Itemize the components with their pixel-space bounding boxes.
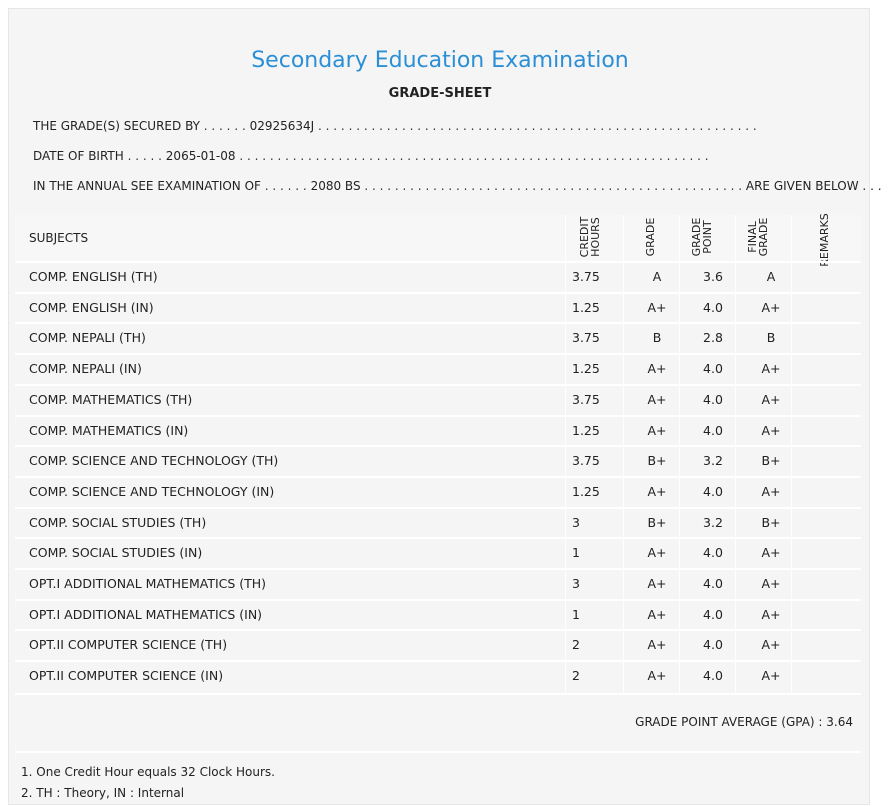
final-grade-cell: A bbox=[766, 269, 776, 284]
table-row bbox=[15, 476, 861, 505]
final-grade-cell: A+ bbox=[761, 576, 781, 591]
grade-cell: A+ bbox=[647, 576, 667, 591]
header-grade: GRADE bbox=[644, 217, 657, 257]
final-grade-cell: A+ bbox=[761, 545, 781, 560]
dob-label: DATE OF BIRTH bbox=[33, 149, 124, 163]
table-row bbox=[15, 292, 861, 321]
credit-hours-cell: 3 bbox=[572, 515, 580, 530]
credit-hours-cell: 3 bbox=[572, 576, 580, 591]
grade-cell: A+ bbox=[647, 607, 667, 622]
grade-cell: A+ bbox=[647, 545, 667, 560]
grade-point-cell: 2.8 bbox=[703, 330, 723, 345]
header-hours: HOURS bbox=[589, 217, 602, 257]
credit-hours-cell: 1.25 bbox=[572, 300, 600, 315]
header-final-grade-word: GRADE bbox=[757, 217, 770, 257]
final-grade-cell: A+ bbox=[761, 637, 781, 652]
secured-by-line bbox=[33, 119, 757, 133]
subject-cell: COMP. SOCIAL STUDIES (IN) bbox=[29, 545, 203, 560]
grade-point-cell: 3.2 bbox=[703, 515, 723, 530]
table-row bbox=[15, 660, 861, 689]
credit-hours-cell: 3.75 bbox=[572, 330, 600, 345]
grade-point-cell: 4.0 bbox=[703, 607, 723, 622]
dob-value: 2065-01-08 bbox=[165, 149, 236, 163]
final-grade-cell: A+ bbox=[761, 484, 781, 499]
header-final-word: FINAL bbox=[746, 221, 759, 253]
final-grade-cell: B bbox=[766, 330, 776, 345]
grade-cell: A+ bbox=[647, 423, 667, 438]
subject-cell: COMP. NEPALI (TH) bbox=[29, 330, 146, 345]
grade-cell: A+ bbox=[647, 484, 667, 499]
final-grade-cell: B+ bbox=[761, 515, 781, 530]
table-row bbox=[15, 445, 861, 474]
grade-cell: B bbox=[652, 330, 662, 345]
grade-point-cell: 4.0 bbox=[703, 484, 723, 499]
gpa-value: GRADE POINT AVERAGE (GPA) : 3.64 bbox=[635, 715, 853, 729]
dots: . . . . . . bbox=[203, 119, 246, 133]
dots: . . . . . . . . . . . . . . . . . . . . . . . . . . . . . . . . . . . . . . . . . . . . . . . . . . . . . . . . . . . . . . bbox=[239, 149, 709, 163]
final-grade-cell: A+ bbox=[761, 361, 781, 376]
table-row bbox=[15, 261, 861, 290]
final-grade-cell: A+ bbox=[761, 607, 781, 622]
grade-sheet bbox=[8, 8, 882, 805]
page-title: Secondary Education Examination bbox=[251, 48, 629, 73]
subject-cell: OPT.I ADDITIONAL MATHEMATICS (TH) bbox=[29, 576, 267, 591]
dots: . . . . . . bbox=[264, 179, 307, 193]
grade-point-cell: 4.0 bbox=[703, 576, 723, 591]
dots: . . . . . . . . . . . . . . . . . . . . . . . . . . . . . . . . . . . . . . . . . . . . . . . . . . . . . . . . . . bbox=[318, 119, 757, 133]
header-credit: CREDIT bbox=[578, 216, 591, 258]
dots: . . . . . bbox=[127, 149, 162, 163]
table-row bbox=[15, 507, 861, 536]
table-row bbox=[15, 629, 861, 658]
exam-line bbox=[33, 179, 882, 193]
subject-cell: COMP. SOCIAL STUDIES (TH) bbox=[29, 515, 207, 530]
credit-hours-cell: 3.75 bbox=[572, 269, 600, 284]
subject-cell: COMP. ENGLISH (IN) bbox=[29, 300, 154, 315]
grade-point-cell: 3.2 bbox=[703, 453, 723, 468]
credit-hours-cell: 3.75 bbox=[572, 453, 600, 468]
header-credit-hours bbox=[579, 215, 601, 259]
table-row bbox=[15, 599, 861, 628]
credit-hours-cell: 1.25 bbox=[572, 484, 600, 499]
subject-cell: COMP. MATHEMATICS (TH) bbox=[29, 392, 193, 407]
final-grade-cell: A+ bbox=[761, 668, 781, 683]
given-below: ARE GIVEN BELOW . . . bbox=[745, 179, 882, 193]
subject-cell: COMP. ENGLISH (TH) bbox=[29, 269, 158, 284]
grade-point-cell: 4.0 bbox=[703, 392, 723, 407]
grade-point-cell: 4.0 bbox=[703, 300, 723, 315]
notes bbox=[15, 751, 861, 806]
grade-point-cell: 4.0 bbox=[703, 545, 723, 560]
header-final-grade bbox=[747, 215, 769, 259]
table-row bbox=[15, 322, 861, 351]
secured-by-label: THE GRADE(S) SECURED BY bbox=[33, 119, 200, 133]
grade-cell: A+ bbox=[647, 637, 667, 652]
dots: . . . . . . . . . . . . . . . . . . . . . . . . . . . . . . . . . . . . . . . . . . . . . . . . . . bbox=[364, 179, 743, 193]
credit-hours-cell: 3.75 bbox=[572, 392, 600, 407]
grade-cell: A+ bbox=[647, 392, 667, 407]
grade-cell: A+ bbox=[647, 668, 667, 683]
table-row bbox=[15, 353, 861, 382]
credit-hours-cell: 1.25 bbox=[572, 361, 600, 376]
exam-label: IN THE ANNUAL SEE EXAMINATION OF bbox=[33, 179, 261, 193]
final-grade-cell: B+ bbox=[761, 453, 781, 468]
header-subjects: SUBJECTS bbox=[29, 231, 89, 245]
grade-cell: A bbox=[652, 269, 662, 284]
credit-hours-cell: 2 bbox=[572, 637, 580, 652]
dob-line bbox=[33, 149, 709, 163]
table-row bbox=[15, 415, 861, 444]
credit-hours-cell: 2 bbox=[572, 668, 580, 683]
grade-cell: A+ bbox=[647, 300, 667, 315]
table-row bbox=[15, 537, 861, 566]
note-item: 1. One Credit Hour equals 32 Clock Hours. bbox=[21, 765, 275, 779]
final-grade-cell: A+ bbox=[761, 300, 781, 315]
gpa-row bbox=[15, 693, 861, 749]
grade-point-cell: 4.0 bbox=[703, 668, 723, 683]
header-point-word: POINT bbox=[701, 220, 714, 254]
subject-cell: COMP. NEPALI (IN) bbox=[29, 361, 142, 376]
final-grade-cell: A+ bbox=[761, 392, 781, 407]
header-remarks: REMARKS bbox=[818, 213, 831, 267]
subject-cell: OPT.II COMPUTER SCIENCE (IN) bbox=[29, 668, 224, 683]
final-grade-cell: A+ bbox=[761, 423, 781, 438]
grade-point-cell: 4.0 bbox=[703, 637, 723, 652]
subject-cell: COMP. MATHEMATICS (IN) bbox=[29, 423, 189, 438]
symbol-number: 02925634J bbox=[249, 119, 315, 133]
grade-cell: B+ bbox=[647, 515, 667, 530]
credit-hours-cell: 1 bbox=[572, 545, 580, 560]
grade-cell: A+ bbox=[647, 361, 667, 376]
credit-hours-cell: 1.25 bbox=[572, 423, 600, 438]
grade-point-cell: 4.0 bbox=[703, 361, 723, 376]
grade-cell: B+ bbox=[647, 453, 667, 468]
credit-hours-cell: 1 bbox=[572, 607, 580, 622]
exam-year: 2080 BS bbox=[310, 179, 361, 193]
sheet-subtitle: GRADE-SHEET bbox=[388, 86, 492, 101]
note-item: 2. TH : Theory, IN : Internal bbox=[21, 786, 185, 800]
table-row bbox=[15, 384, 861, 413]
grade-point-cell: 4.0 bbox=[703, 423, 723, 438]
subject-cell: OPT.I ADDITIONAL MATHEMATICS (IN) bbox=[29, 607, 263, 622]
grade-point-cell: 3.6 bbox=[703, 269, 723, 284]
header-grade-point bbox=[691, 215, 713, 259]
subject-cell: COMP. SCIENCE AND TECHNOLOGY (TH) bbox=[29, 453, 279, 468]
table-row bbox=[15, 568, 861, 597]
header-grade-word: GRADE bbox=[690, 217, 703, 257]
subject-cell: OPT.II COMPUTER SCIENCE (TH) bbox=[29, 637, 228, 652]
subject-cell: COMP. SCIENCE AND TECHNOLOGY (IN) bbox=[29, 484, 275, 499]
